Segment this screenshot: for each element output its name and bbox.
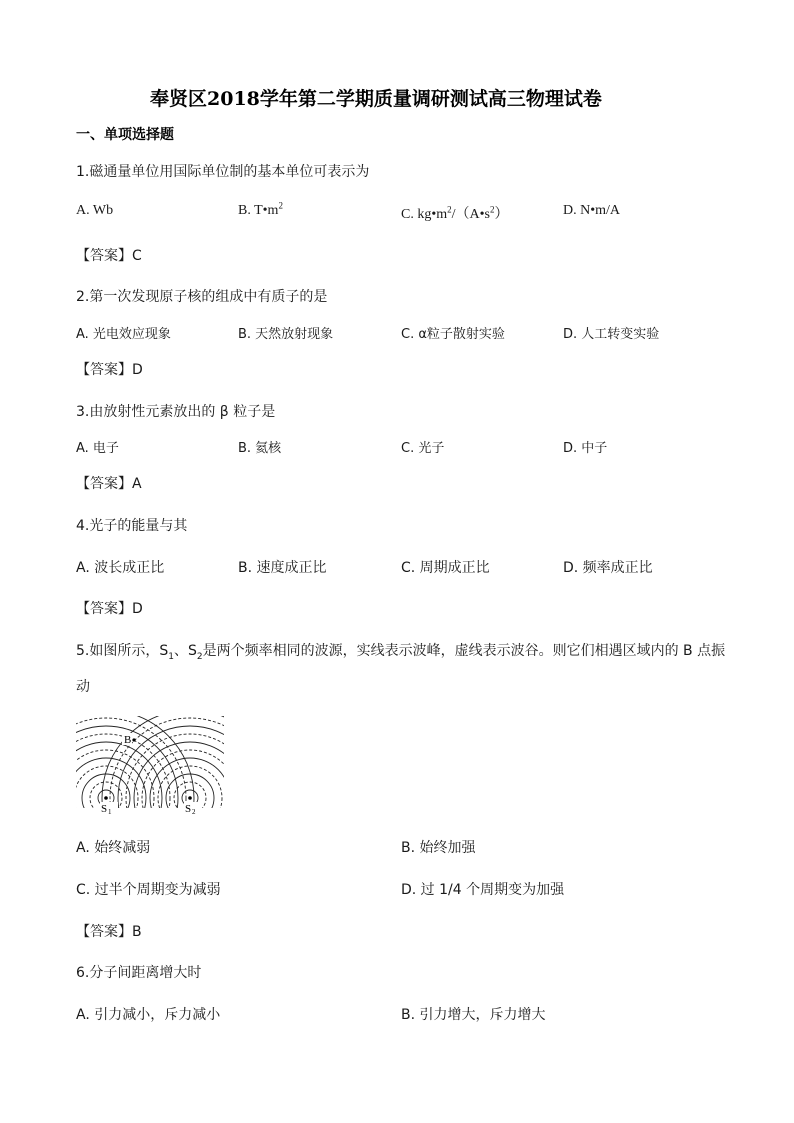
question-3-option-c: C. 光子	[401, 441, 445, 456]
question-1-answer: 【答案】C	[76, 248, 142, 264]
question-1-option-d: D. N•m/A	[563, 203, 621, 218]
point-b-dot	[132, 738, 135, 741]
question-2-option-d: D. 人工转变实验	[563, 327, 660, 342]
question-5-stem: 5.如图所示，$S_1$、$S_2$是两个频率相同的波源，实线表示波峰，虚线表示波谷。则它们相遇区域内的 B 点振	[76, 643, 726, 662]
question-4-option-d: D. 频率成正比	[563, 560, 653, 576]
question-5-option-c: C. 过半个周期变为减弱	[76, 882, 221, 898]
source-2-subscript: 2	[192, 808, 196, 815]
question-3-option-d: D. 中子	[563, 441, 608, 456]
question-3-stem: 3.由放射性元素放出的 β 粒子是	[76, 404, 276, 420]
question-5-stem-line-2: 动	[76, 679, 90, 695]
section-heading: 一、单项选择题	[76, 127, 174, 143]
question-4-answer: 【答案】D	[76, 601, 143, 617]
wave-interference-figure	[76, 716, 224, 815]
question-1-option-a: A. Wb	[76, 203, 114, 218]
question-4-option-b: B. 速度成正比	[238, 560, 327, 576]
question-2-stem: 2.第一次发现原子核的组成中有质子的是	[76, 289, 328, 305]
question-2-option-a: A. 光电效应现象	[76, 327, 171, 342]
source-2-dot	[188, 796, 192, 800]
question-6-option-a: A. 引力减小，斥力减小	[76, 1007, 221, 1023]
source-1-crests	[76, 716, 194, 815]
source-1-subscript: 1	[108, 808, 112, 815]
question-4-option-a: A. 波长成正比	[76, 560, 165, 576]
question-2-option-c: C. α粒子散射实验	[401, 327, 505, 342]
source-1-dot	[104, 796, 108, 800]
question-5-answer: 【答案】B	[76, 924, 142, 940]
source-2-troughs	[110, 718, 224, 815]
question-3-answer: 【答案】A	[76, 476, 142, 492]
question-4-option-c: C. 周期成正比	[401, 560, 490, 576]
question-5-option-a: A. 始终减弱	[76, 840, 151, 856]
point-b-label: B	[124, 734, 132, 746]
question-6-option-b: B. 引力增大，斥力增大	[401, 1007, 546, 1023]
question-1-option-b: B. $T•m^2$	[238, 200, 283, 218]
question-3-option-a: A. 电子	[76, 441, 119, 456]
question-2-answer: 【答案】D	[76, 362, 143, 378]
page-title: 奉贤区2018学年第二学期质量调研测试高三物理试卷	[150, 88, 602, 110]
question-1-stem: 1.磁通量单位用国际单位制的基本单位可表示为	[76, 164, 370, 180]
question-3-option-b: B. 氦核	[238, 441, 282, 456]
question-4-stem: 4.光子的能量与其	[76, 518, 188, 534]
question-1-option-c: C. $kg•m^2/(A•s^2)$	[401, 204, 509, 222]
question-2-option-b: B. 天然放射现象	[238, 327, 334, 342]
question-5-option-b: B. 始终加强	[401, 840, 476, 856]
question-5-option-d: D. 过 1/4 个周期变为加强	[401, 882, 565, 898]
source-2-label: S	[185, 803, 192, 815]
question-6-stem: 6.分子间距离增大时	[76, 965, 202, 981]
source-1-label: S	[101, 803, 108, 815]
